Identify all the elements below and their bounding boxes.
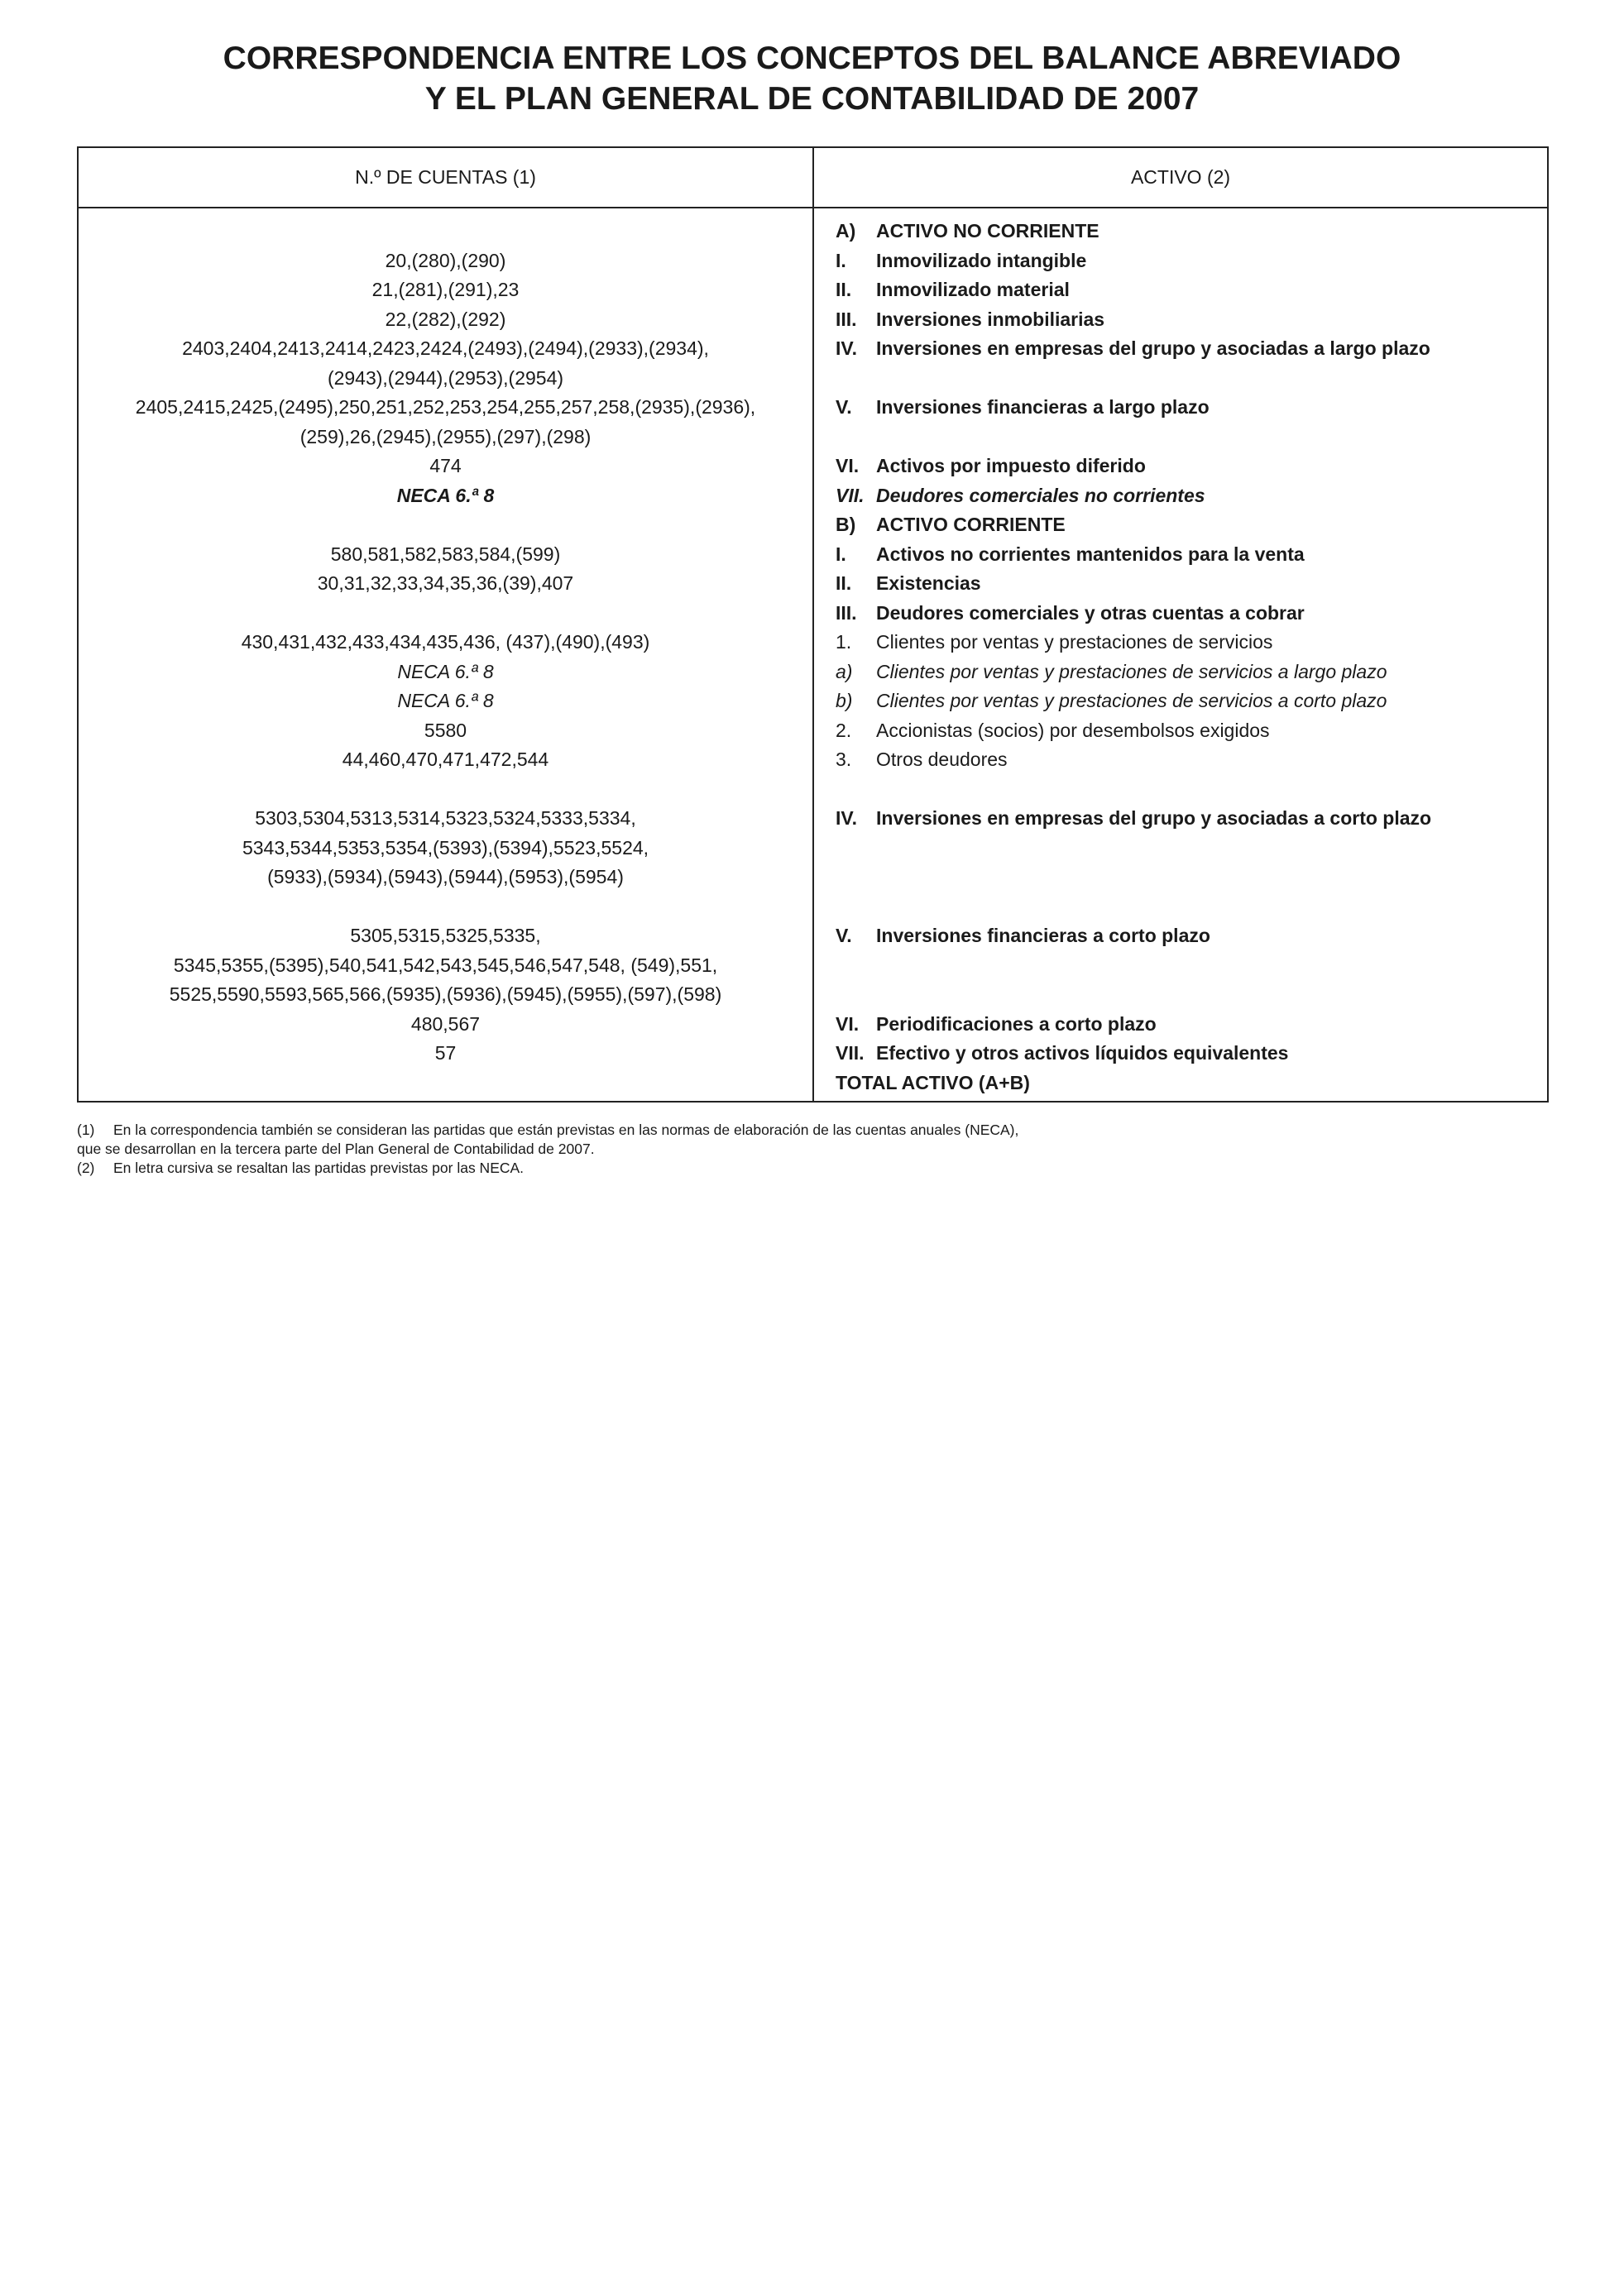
footnote-number: (1) <box>77 1122 95 1138</box>
account-line: (2943),(2944),(2953),(2954) <box>327 366 564 389</box>
item-number: b) <box>836 690 853 711</box>
item-number: II. <box>836 279 852 300</box>
account-line: 474 <box>429 455 462 476</box>
footnote <box>77 1121 1018 1140</box>
activo-item <box>836 305 1539 335</box>
activo-item <box>836 863 1539 892</box>
account-line: 2403,2404,2413,2414,2423,2424,(2493),(2494),(2933),(2934), <box>182 337 709 359</box>
item-number: VII. <box>836 1042 865 1064</box>
accounts-column <box>79 217 812 1069</box>
account-line: NECA 6.ª 8 <box>396 484 495 506</box>
account-line: 30,31,32,33,34,35,36,(39),407 <box>317 572 574 594</box>
item-number: IV. <box>836 337 858 359</box>
activo-item <box>836 599 1539 629</box>
activo-item <box>836 745 1539 775</box>
activo-item <box>836 1010 1539 1040</box>
activo-item <box>836 1039 1539 1069</box>
item-label: Accionistas (socios) por desembolsos exigidos <box>876 719 1270 741</box>
item-number: IV. <box>836 807 858 829</box>
activo-item <box>836 334 1539 364</box>
item-number: I. <box>836 543 846 565</box>
header-accounts: N.º DE CUENTAS (1) <box>355 166 536 188</box>
account-line: 2405,2415,2425,(2495),250,251,252,253,254,255,257,258,(2935),(2936), <box>135 396 756 418</box>
account-line <box>79 599 812 629</box>
page-title <box>0 38 1624 119</box>
column-divider <box>812 148 814 1101</box>
account-line: 5525,5590,5593,565,566,(5935),(5936),(5945),(5955),(597),(598) <box>169 983 722 1005</box>
activo-item <box>836 892 1539 922</box>
total-activo: TOTAL ACTIVO (A+B) <box>836 1071 1030 1093</box>
item-number: I. <box>836 249 846 271</box>
activo-item <box>836 980 1539 1010</box>
activo-item <box>836 658 1539 687</box>
account-line: 5580 <box>424 719 467 741</box>
item-number <box>836 423 876 452</box>
item-label: Inversiones financieras a largo plazo <box>876 396 1210 418</box>
account-line: NECA 6.ª 8 <box>397 690 494 711</box>
item-label: Otros deudores <box>876 749 1008 770</box>
activo-item <box>836 775 1539 805</box>
item-number: V. <box>836 396 852 418</box>
item-label: Clientes por ventas y prestaciones de servicios a corto plazo <box>876 690 1387 711</box>
item-number <box>836 834 876 863</box>
item-label: Periodificaciones a corto plazo <box>876 1012 1157 1035</box>
account-line: 5343,5344,5353,5354,(5393),(5394),5523,5524, <box>242 836 649 859</box>
title-line-1: CORRESPONDENCIA ENTRE LOS CONCEPTOS DEL BALANCE ABREVIADO <box>223 41 1401 76</box>
item-label: Inversiones en empresas del grupo y asociadas a corto plazo <box>876 807 1432 829</box>
item-number: III. <box>836 308 857 330</box>
account-line: 21,(281),(291),23 <box>371 279 520 300</box>
item-number: 1. <box>836 631 852 653</box>
account-line: (5933),(5934),(5943),(5944),(5953),(5954) <box>267 866 624 887</box>
account-line <box>79 775 812 805</box>
account-line: (259),26,(2945),(2955),(297),(298) <box>299 425 592 447</box>
item-label: Clientes por ventas y prestaciones de servicios <box>876 631 1273 653</box>
account-line: 5345,5355,(5395),540,541,542,543,545,546,547,548, (549),551, <box>173 954 718 976</box>
account-line: 5305,5315,5325,5335, <box>350 925 541 946</box>
item-number <box>836 364 876 394</box>
item-label: Deudores comerciales no corrientes <box>876 484 1205 506</box>
item-number <box>836 951 876 981</box>
footnotes <box>77 1121 1018 1178</box>
item-label: Inversiones en empresas del grupo y asociadas a largo plazo <box>876 337 1430 359</box>
item-number: V. <box>836 925 852 946</box>
item-label: Inmovilizado intangible <box>876 249 1087 271</box>
account-line <box>79 510 812 540</box>
activo-item <box>836 686 1539 716</box>
item-number: a) <box>836 660 853 682</box>
footnote-text: En letra cursiva se resaltan las partidas previstas por las NECA. <box>113 1160 525 1176</box>
account-line: 57 <box>434 1042 457 1064</box>
item-label: ACTIVO CORRIENTE <box>876 514 1066 535</box>
account-line: 480,567 <box>410 1012 481 1035</box>
account-line: 44,460,470,471,472,544 <box>342 749 549 770</box>
activo-item <box>836 423 1539 452</box>
activo-item <box>836 569 1539 599</box>
item-label: Efectivo y otros activos líquidos equivalentes <box>876 1042 1289 1064</box>
item-number <box>836 863 876 892</box>
activo-item <box>836 275 1539 305</box>
footnote-number: (2) <box>77 1160 95 1176</box>
item-label: ACTIVO NO CORRIENTE <box>876 220 1099 242</box>
header-activo: ACTIVO (2) <box>1130 166 1231 188</box>
item-number <box>836 775 876 805</box>
account-line: 5303,5304,5313,5314,5323,5324,5333,5334, <box>255 807 636 829</box>
item-label: Activos por impuesto diferido <box>876 455 1146 476</box>
item-number <box>836 980 876 1010</box>
item-label: Deudores comerciales y otras cuentas a cobrar <box>876 601 1305 624</box>
account-line <box>79 217 812 246</box>
activo-item <box>836 804 1539 834</box>
item-label: Clientes por ventas y prestaciones de servicios a largo plazo <box>876 660 1387 682</box>
footnote-text: En la correspondencia también se consideran las partidas que están previstas en las normas de elaboración de las cuentas anuales (NECA), <box>113 1122 1019 1138</box>
activo-item <box>836 481 1539 511</box>
activo-item <box>836 510 1539 540</box>
item-label: Existencias <box>876 572 981 594</box>
item-number: B) <box>836 514 856 535</box>
item-number: III. <box>836 601 857 624</box>
account-line: 580,581,582,583,584,(599) <box>330 543 561 565</box>
account-line <box>79 892 812 922</box>
item-label: Inversiones financieras a corto plazo <box>876 925 1210 946</box>
activo-item <box>836 217 1539 246</box>
item-number: A) <box>836 220 856 242</box>
correspondence-table <box>77 146 1549 1103</box>
activo-column <box>836 217 1539 1098</box>
item-label: Inversiones inmobiliarias <box>876 308 1105 330</box>
title-line-2: Y EL PLAN GENERAL DE CONTABILIDAD DE 2007 <box>424 81 1200 117</box>
item-number: VI. <box>836 455 860 476</box>
account-line: 20,(280),(290) <box>385 249 506 271</box>
activo-item <box>836 716 1539 746</box>
activo-item <box>836 452 1539 481</box>
item-label: Activos no corrientes mantenidos para la venta <box>876 543 1305 565</box>
item-number <box>836 892 876 922</box>
activo-item <box>836 246 1539 276</box>
item-number: 3. <box>836 749 852 770</box>
footnote <box>77 1140 1018 1159</box>
item-number: VII. <box>836 484 865 506</box>
activo-item <box>836 921 1539 951</box>
item-number: 2. <box>836 719 852 741</box>
activo-item <box>836 628 1539 658</box>
activo-item <box>836 364 1539 394</box>
account-line: 430,431,432,433,434,435,436, (437),(490),(493) <box>241 631 650 653</box>
item-number: II. <box>836 572 852 594</box>
activo-item <box>836 951 1539 981</box>
activo-item <box>836 393 1539 423</box>
footnote <box>77 1159 1018 1178</box>
account-line: 22,(282),(292) <box>385 308 506 330</box>
account-line: NECA 6.ª 8 <box>397 660 494 682</box>
activo-item <box>836 834 1539 863</box>
footnote-text: que se desarrollan en la tercera parte del Plan General de Contabilidad de 2007. <box>77 1141 595 1157</box>
item-label: Inmovilizado material <box>876 279 1070 300</box>
activo-item <box>836 540 1539 570</box>
item-number: VI. <box>836 1012 860 1035</box>
